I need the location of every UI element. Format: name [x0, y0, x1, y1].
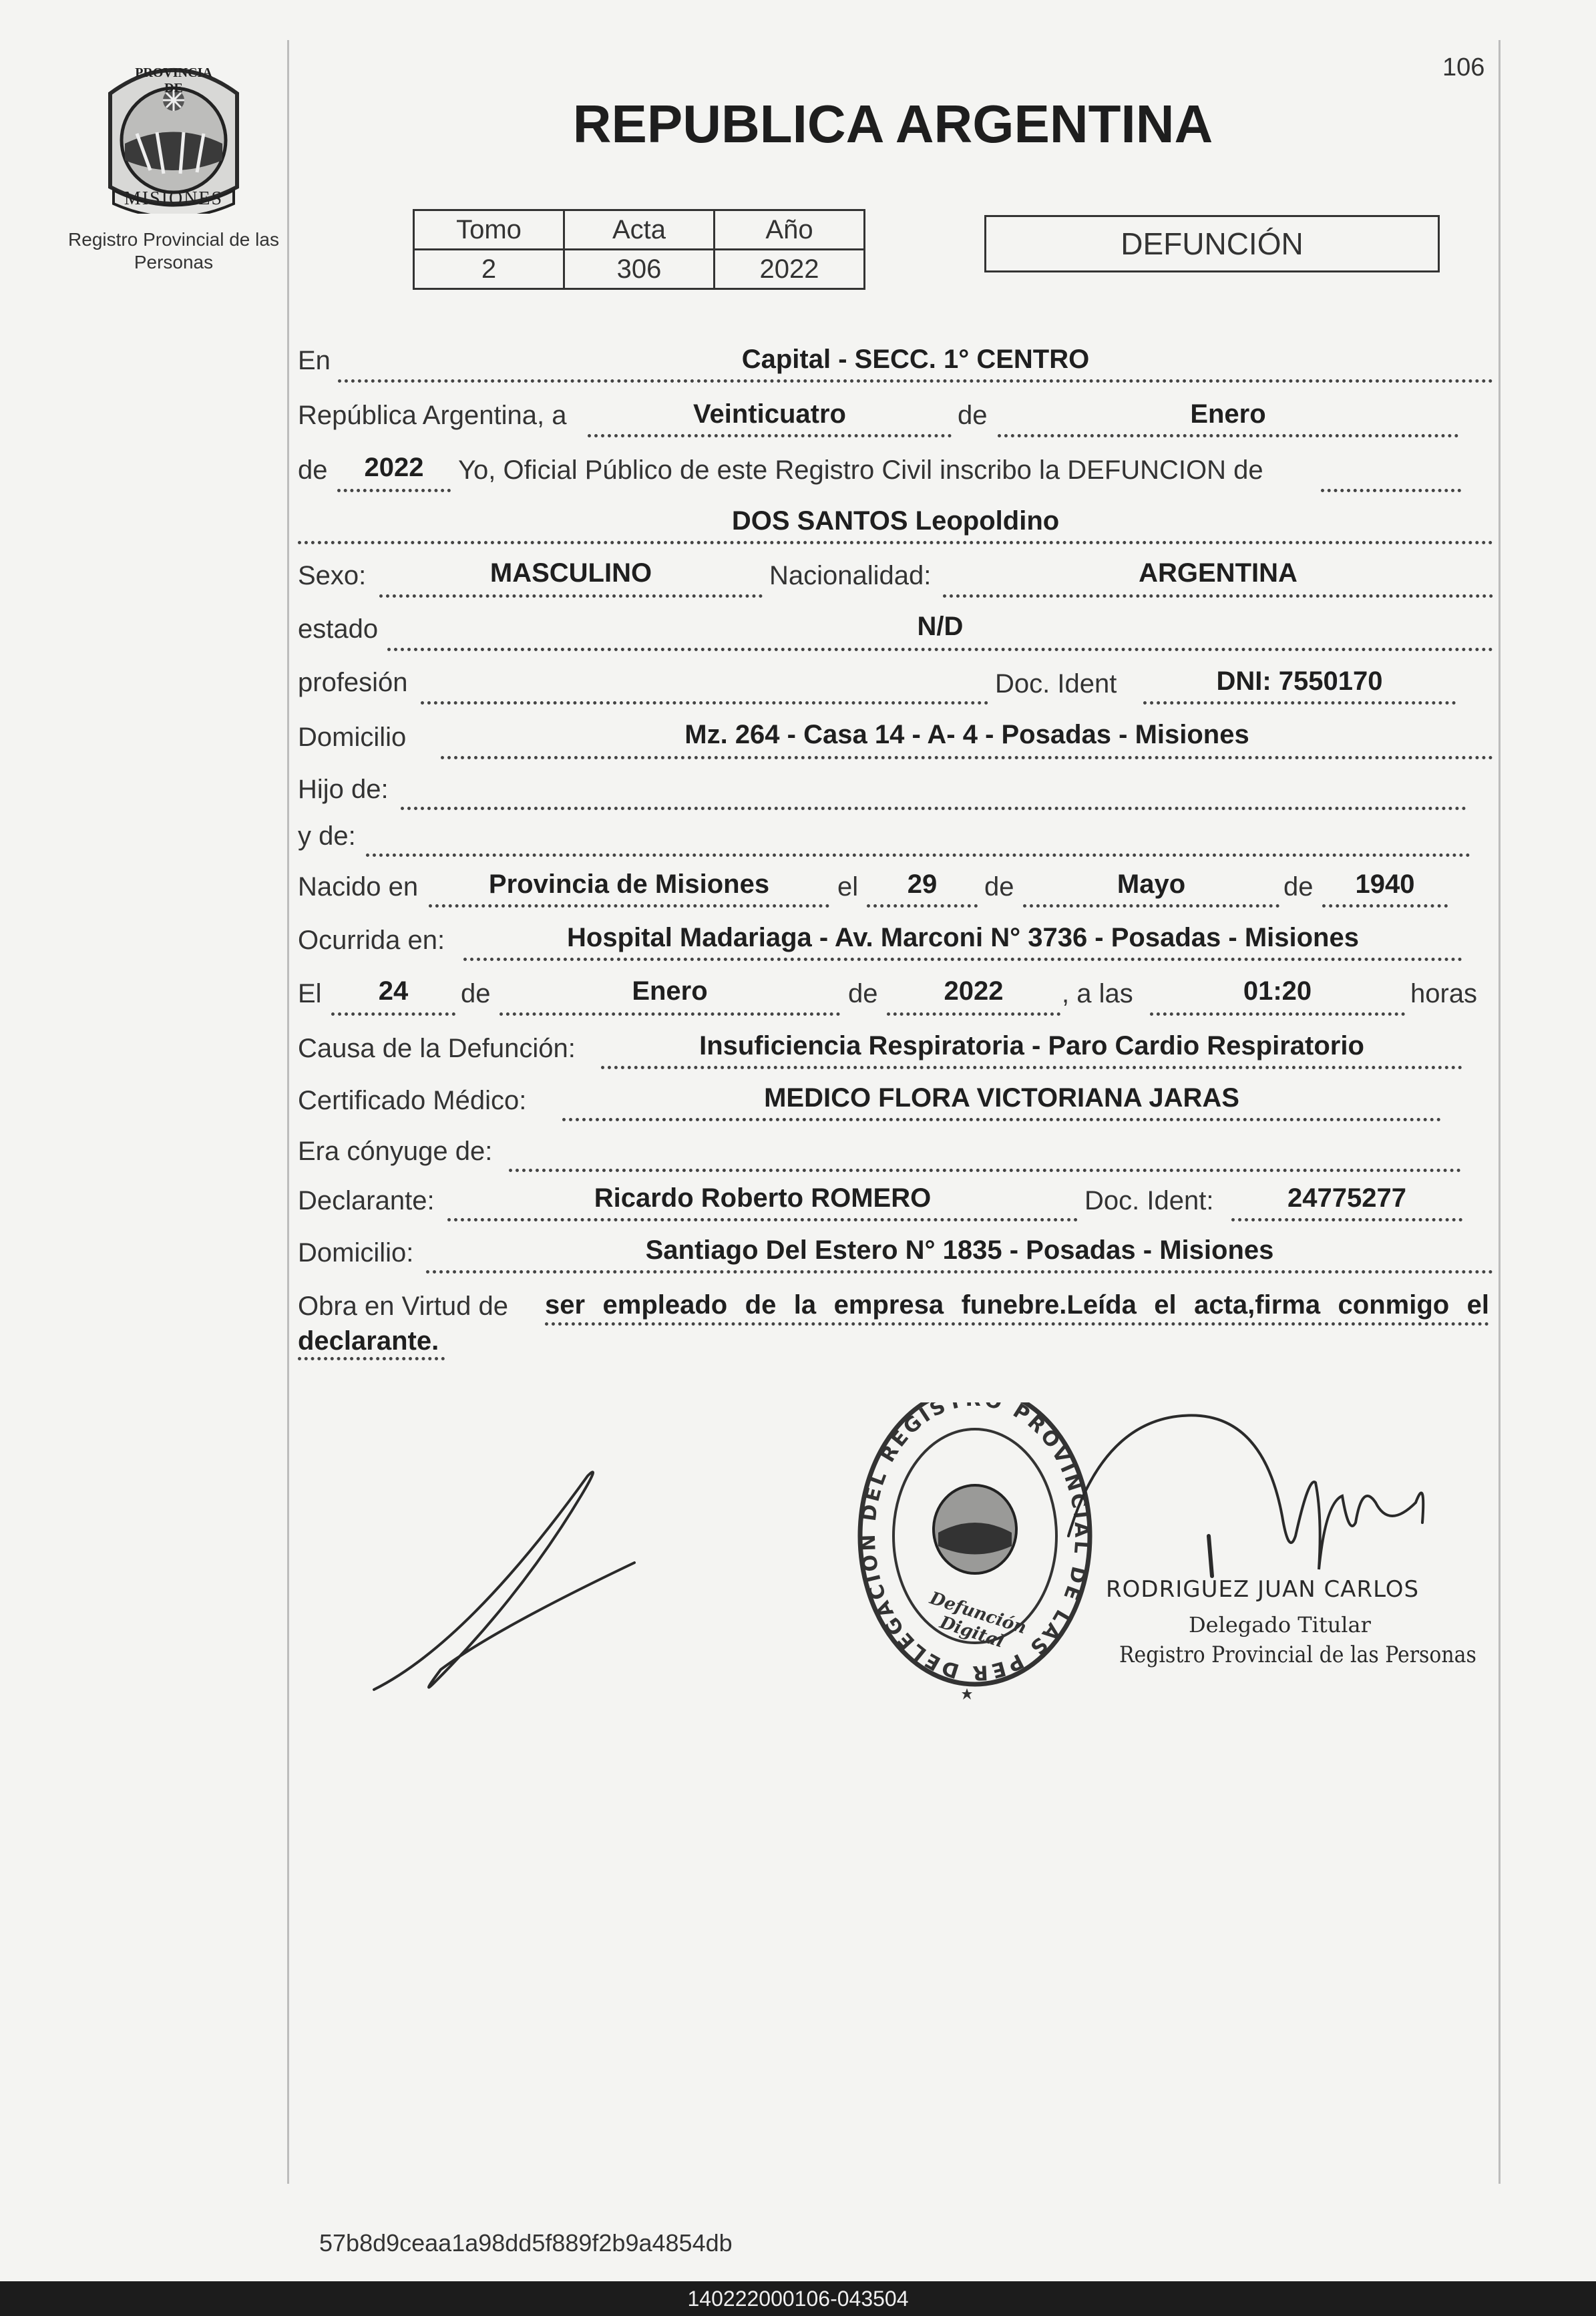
document-type: DEFUNCIÓN	[1121, 226, 1304, 261]
label-nacionalidad: Nacionalidad:	[769, 561, 932, 590]
dotted-line-doc-ident	[1143, 701, 1456, 705]
label-declarante-doc: Doc. Ident:	[1084, 1186, 1214, 1215]
dotted-line-conyuge	[509, 1169, 1461, 1172]
dotted-line-nacido-lugar	[429, 904, 829, 908]
value-dia-inscripcion: Veinticuatro	[693, 399, 846, 429]
value-sexo: MASCULINO	[489, 558, 652, 588]
dotted-line-ocurrida-en	[463, 958, 1462, 961]
value-declarante-domicilio: Santiago Del Estero N° 1835 - Posadas - Misiones	[645, 1235, 1274, 1265]
value-domicilio: Mz. 264 - Casa 14 - A- 4 - Posadas - Misiones	[684, 720, 1249, 749]
dotted-line-dia-inscripcion	[588, 434, 952, 437]
dotted-line-domicilio	[441, 756, 1493, 759]
value-lugar: Capital - SECC. 1° CENTRO	[741, 345, 1090, 374]
value-doc-ident: DNI: 7550170	[1216, 666, 1383, 696]
value-certificado: MEDICO FLORA VICTORIANA JARAS	[764, 1083, 1239, 1113]
dotted-line-hijo-de	[401, 807, 1466, 810]
right-margin-line	[1499, 40, 1501, 2184]
value-estado: N/D	[917, 612, 964, 641]
label-doc-ident: Doc. Ident	[995, 669, 1117, 699]
dotted-line-profesion	[421, 701, 988, 705]
official-registry: Registro Provincial de las Personas	[1119, 1642, 1476, 1668]
record-table	[413, 209, 865, 290]
label-conyuge: Era cónyuge de:	[298, 1137, 493, 1166]
dotted-line-nacido-mes	[1023, 904, 1279, 908]
dotted-line-declarante	[447, 1218, 1078, 1221]
dotted-line-def-hora	[1150, 1012, 1405, 1016]
label-profesion: profesión	[298, 668, 408, 697]
label-domicilio: Domicilio	[298, 723, 407, 752]
label-de-1: de	[958, 401, 988, 430]
table-header-tomo: Tomo	[414, 210, 564, 250]
table-value-acta: 306	[564, 250, 715, 289]
registry-seal	[855, 1402, 1095, 1716]
dotted-line-continuation	[1321, 489, 1461, 492]
value-anio-inscripcion: 2022	[364, 453, 424, 482]
dotted-line-certificado	[562, 1118, 1441, 1121]
label-certificado: Certificado Médico:	[298, 1086, 527, 1115]
value-def-mes: Enero	[632, 976, 708, 1006]
dotted-line-sexo	[379, 594, 763, 598]
value-obra-line1: ser empleado de la empresa funebre.Leída el acta,firma conmigo el	[545, 1290, 1489, 1320]
value-def-hora: 01:20	[1243, 976, 1312, 1006]
table-header-acta: Acta	[564, 210, 715, 250]
dotted-line-estado	[387, 648, 1493, 651]
value-declarante: Ricardo Roberto ROMERO	[594, 1183, 932, 1213]
label-el: el	[837, 872, 859, 902]
seal-inner-text: Defunción Digital	[927, 1588, 1029, 1652]
label-nacido-en: Nacido en	[298, 872, 419, 902]
dotted-line-causa	[601, 1066, 1462, 1069]
registry-name: Registro Provincial de las Personas	[68, 229, 279, 272]
label-hijo-de: Hijo de:	[298, 775, 389, 804]
logo-text-top: PROVINCIA DE	[135, 65, 212, 95]
official-title: Delegado Titular	[1189, 1612, 1371, 1637]
page-number: 106	[1442, 53, 1485, 81]
dotted-line-y-de	[366, 853, 1470, 857]
dotted-line-declarante-domicilio	[426, 1270, 1493, 1274]
value-causa: Insuficiencia Respiratoria - Paro Cardio Respiratorio	[699, 1031, 1364, 1060]
official-name: RODRIGUEZ JUAN CARLOS	[1106, 1576, 1420, 1603]
label-ocurrida-en: Ocurrida en:	[298, 926, 445, 955]
dotted-line-fallecido	[298, 541, 1493, 544]
dotted-line-declarante-doc	[1231, 1218, 1462, 1221]
label-de-5: de	[461, 979, 491, 1008]
left-margin-line	[287, 40, 289, 2184]
value-mes-inscripcion: Enero	[1190, 399, 1266, 429]
declarant-signature	[361, 1469, 641, 1696]
value-def-anio: 2022	[944, 976, 1004, 1006]
dotted-line-obra-1	[545, 1322, 1489, 1326]
dotted-line-def-anio	[887, 1012, 1060, 1016]
document-type-box	[984, 215, 1440, 272]
value-ocurrida-en: Hospital Madariaga - Av. Marconi N° 3736 - Posadas - Misiones	[567, 923, 1359, 952]
label-declarante: Declarante:	[298, 1186, 435, 1215]
label-el-cap: El	[298, 979, 322, 1008]
value-declarante-doc: 24775277	[1287, 1183, 1406, 1213]
label-de-6: de	[848, 979, 878, 1008]
value-nacido-lugar: Provincia de Misiones	[488, 870, 770, 899]
dotted-line-nacido-dia	[867, 904, 978, 908]
label-yo-oficial: Yo, Oficial Público de este Registro Civil inscribo la DEFUNCION de	[458, 455, 1263, 485]
dotted-line-lugar	[338, 379, 1493, 383]
value-nacido-mes: Mayo	[1117, 870, 1186, 899]
svg-text:DELEGACION DEL REGISTRO PROVIN: DELEGACION DEL REGIS PROVINCIAL DE LAS PER	[856, 1402, 1094, 1685]
table-value-anio: 2022	[715, 250, 865, 289]
dotted-line-nacido-anio	[1322, 904, 1448, 908]
label-en: En	[298, 346, 331, 375]
table-header-anio: Año	[715, 210, 865, 250]
label-a-las: , a las	[1062, 979, 1133, 1008]
label-de-3: de	[984, 872, 1014, 902]
dotted-line-def-mes	[500, 1012, 840, 1016]
label-y-de: y de:	[298, 821, 356, 851]
value-nacionalidad: ARGENTINA	[1139, 558, 1298, 588]
value-fallecido: DOS SANTOS Leopoldino	[731, 506, 1060, 536]
label-obra-en-virtud: Obra en Virtud de	[298, 1292, 509, 1321]
label-causa: Causa de la Defunción:	[298, 1034, 576, 1063]
country-title: REPUBLICA ARGENTINA	[572, 94, 1213, 154]
label-declarante-domicilio: Domicilio:	[298, 1238, 414, 1268]
label-sexo: Sexo:	[298, 561, 367, 590]
label-de-4: de	[1283, 872, 1314, 902]
dotted-line-nacionalidad	[943, 594, 1493, 598]
document-hash: 57b8d9ceaa1a98dd5f889f2b9a4854db	[319, 2229, 733, 2257]
dotted-line-mes-inscripcion	[998, 434, 1458, 437]
official-signature	[1062, 1402, 1436, 1643]
dotted-line-anio-inscripcion	[337, 489, 451, 492]
label-estado: estado	[298, 614, 379, 644]
logo-text-bottom: MISIONES	[124, 188, 224, 209]
dotted-line-obra-2	[298, 1357, 445, 1360]
label-de-2: de	[298, 455, 328, 485]
value-obra-line2: declarante.	[298, 1326, 439, 1356]
misiones-logo	[97, 53, 250, 214]
value-def-dia: 24	[378, 976, 409, 1006]
label-horas: horas	[1410, 979, 1478, 1008]
table-value-tomo: 2	[414, 250, 564, 289]
label-republica: República Argentina, a	[298, 401, 567, 430]
value-nacido-anio: 1940	[1355, 870, 1415, 899]
footer-code: 140222000106-043504	[0, 2281, 1596, 2316]
dotted-line-def-dia	[331, 1012, 455, 1016]
value-nacido-dia: 29	[907, 870, 938, 899]
